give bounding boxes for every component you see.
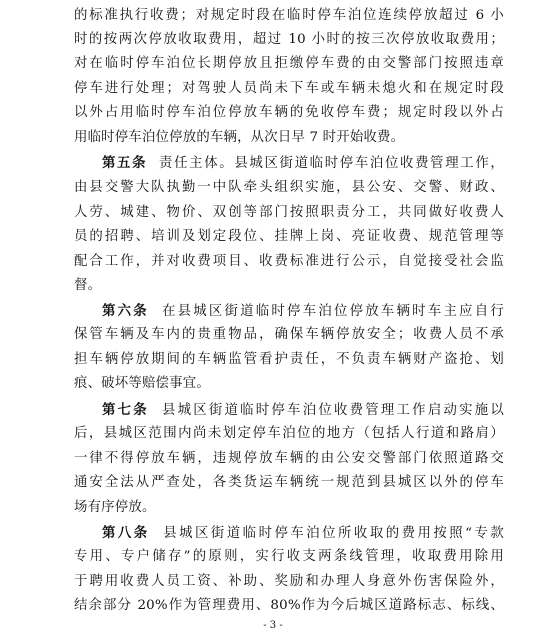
paragraph-line: 配合工作，并对收费项目、收费标准进行公示，自觉接受社会监 (74, 254, 504, 269)
article-6-first-line (102, 299, 504, 323)
paragraph-line: 人劳、城建、物价、双创等部门按照职责分工，共同做好收费人 (74, 205, 504, 220)
paragraph-line: 由县交警大队执勤一中队牵头组织实施，县公安、交警、财政、 (74, 180, 504, 195)
paragraph-line: 的标准执行收费；对规定时段在临时停车泊位连续停放超过 6 小 (74, 8, 504, 23)
paragraph-line: 以外占用临时停车泊位停放车辆的免收停车费；规定时段以外占 (74, 105, 504, 120)
paragraph-line: 专用、专户储存”的原则，实行收支两条线管理，收取费用除用 (74, 549, 504, 564)
paragraph-text: 县城区街道临时停车泊位所收取的费用按照“专款 (163, 526, 504, 541)
paragraph-line: 于聘用收费人员工资、补助、奖励和办理人身意外伤害保险外， (74, 574, 504, 589)
paragraph-line: 对在临时停车泊位长期停放且拒缴停车费的由交警部门按照违章 (74, 56, 504, 71)
paragraph-text: 责任主体。县城区街道临时停车泊位收费管理工作， (159, 156, 504, 171)
paragraph-line: 担车辆停放期间的车辆监管看护责任，不负责车辆财产盗抢、划 (74, 352, 504, 367)
paragraph-line: 场有序停放。 (74, 500, 156, 515)
paragraph-line: 停车进行处理；对驾驶人员尚未下车或车辆未熄火和在规定时段 (74, 81, 504, 96)
paragraph-line: 用临时停车泊位停放的车辆，从次日早 7 时开始收费。 (74, 130, 405, 145)
paragraph-text: 县城区街道临时停车泊位收费管理工作启动实施以 (161, 403, 504, 418)
paragraph-line: 时的按两次停放收取费用，超过 10 小时的按三次停放收取费用； (74, 32, 504, 47)
paragraph-line: 结余部分 20%作为管理费用、80%作为今后城区道路标志、标线、 (74, 598, 504, 613)
article-7-first-line (102, 398, 504, 422)
paragraph-line: 一律不得停放车辆，违规停放车辆的由公安交警部门依照道路交 (74, 451, 504, 466)
paragraph-text: 在县城区街道临时停车泊位停放车辆时车主应自行 (161, 304, 504, 319)
paragraph-line: 通安全法从严查处，各类货运车辆统一规范到县城区以外的停车 (74, 475, 504, 490)
article-heading: 第七条 (102, 402, 149, 418)
article-heading: 第六条 (102, 303, 149, 319)
paragraph-line: 后，县城区范围内尚未划定停车泊位的地方（包括人行道和路肩） (74, 426, 504, 441)
article-8-first-line (102, 521, 504, 545)
paragraph-line: 督。 (74, 278, 102, 293)
page-number: - 3 - (263, 620, 283, 631)
article-heading: 第五条 (102, 155, 148, 171)
article-5-first-line (102, 151, 504, 175)
paragraph-line: 员的招聘、培训及划定段位、挂牌上岗、亮证收费、规范管理等 (74, 229, 504, 244)
paragraph-line: 保管车辆及车内的贵重物品，确保车辆停放安全；收费人员不承 (74, 327, 504, 342)
paragraph-line: 痕、破坏等赔偿事宜。 (74, 376, 210, 391)
article-heading: 第八条 (102, 525, 150, 541)
